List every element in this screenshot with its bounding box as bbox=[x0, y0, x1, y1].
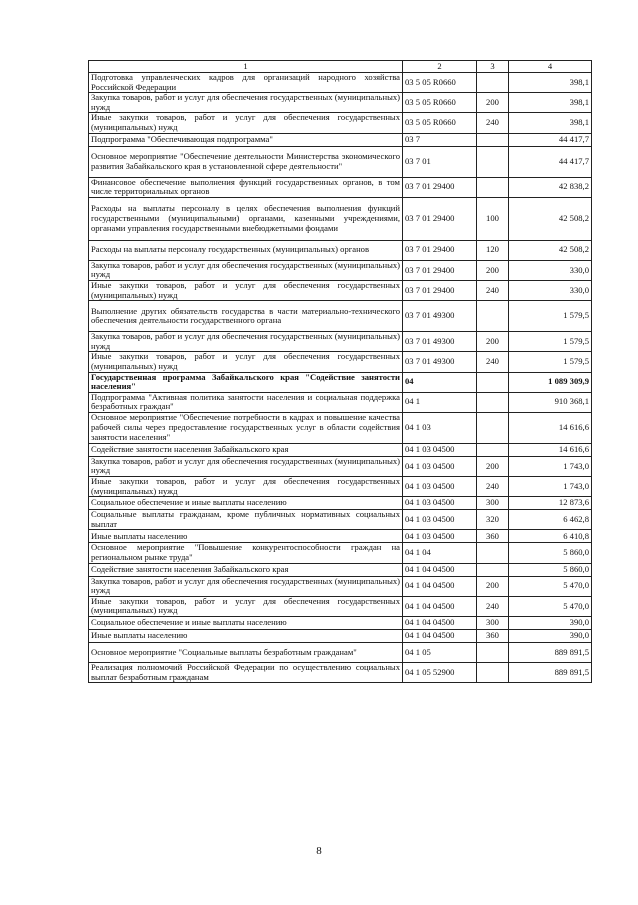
row-name: Реализация полномочий Российской Федерации по осуществлению социальных выплат безработным гражданам bbox=[89, 663, 403, 683]
header-col-4: 4 bbox=[509, 61, 592, 73]
row-amount: 398,1 bbox=[509, 73, 592, 93]
row-expense-type: 300 bbox=[477, 497, 509, 510]
row-amount: 1 579,5 bbox=[509, 301, 592, 332]
table-row bbox=[89, 352, 592, 372]
row-name: Социальное обеспечение и иные выплаты населению bbox=[89, 617, 403, 630]
row-code: 04 1 03 04500 bbox=[403, 510, 477, 530]
row-expense-type bbox=[477, 146, 509, 177]
table-row bbox=[89, 392, 592, 412]
row-expense-type: 360 bbox=[477, 630, 509, 643]
row-code: 04 1 03 04500 bbox=[403, 456, 477, 476]
table-row bbox=[89, 543, 592, 563]
row-code: 03 7 01 29400 bbox=[403, 280, 477, 300]
row-name: Закупка товаров, работ и услуг для обеспечения государственных (муниципальных) нужд bbox=[89, 332, 403, 352]
table-row bbox=[89, 596, 592, 616]
row-expense-type: 200 bbox=[477, 93, 509, 113]
row-expense-type: 200 bbox=[477, 456, 509, 476]
row-expense-type: 240 bbox=[477, 113, 509, 133]
table-row bbox=[89, 177, 592, 197]
row-amount: 42 508,2 bbox=[509, 197, 592, 240]
table-row bbox=[89, 456, 592, 476]
row-amount: 14 616,6 bbox=[509, 443, 592, 456]
row-code: 03 7 01 49300 bbox=[403, 301, 477, 332]
row-name: Подготовка управленческих кадров для организаций народного хозяйства Российской Федерации bbox=[89, 73, 403, 93]
table-row bbox=[89, 617, 592, 630]
row-code: 03 7 01 29400 bbox=[403, 260, 477, 280]
row-amount: 1 089 309,9 bbox=[509, 372, 592, 392]
row-expense-type: 200 bbox=[477, 332, 509, 352]
row-expense-type: 240 bbox=[477, 352, 509, 372]
row-amount: 1 579,5 bbox=[509, 352, 592, 372]
table-row bbox=[89, 332, 592, 352]
table-row bbox=[89, 576, 592, 596]
row-name: Подпрограмма "Обеспечивающая подпрограмма" bbox=[89, 133, 403, 146]
row-amount: 42 508,2 bbox=[509, 240, 592, 260]
row-name: Подпрограмма "Активная политика занятости населения и социальная поддержка безработных граждан" bbox=[89, 392, 403, 412]
table-row bbox=[89, 510, 592, 530]
row-amount: 889 891,5 bbox=[509, 663, 592, 683]
row-name: Иные закупки товаров, работ и услуг для обеспечения государственных (муниципальных) нужд bbox=[89, 477, 403, 497]
row-expense-type bbox=[477, 73, 509, 93]
row-expense-type: 360 bbox=[477, 530, 509, 543]
row-code: 04 1 03 04500 bbox=[403, 497, 477, 510]
row-code: 04 1 04 bbox=[403, 543, 477, 563]
row-expense-type: 120 bbox=[477, 240, 509, 260]
row-amount: 390,0 bbox=[509, 630, 592, 643]
header-col-1: 1 bbox=[89, 61, 403, 73]
row-name: Социальные выплаты гражданам, кроме публичных нормативных социальных выплат bbox=[89, 510, 403, 530]
row-code: 04 1 04 04500 bbox=[403, 576, 477, 596]
row-amount: 44 417,7 bbox=[509, 133, 592, 146]
table-row bbox=[89, 301, 592, 332]
row-amount: 330,0 bbox=[509, 260, 592, 280]
table-row bbox=[89, 563, 592, 576]
row-name: Финансовое обеспечение выполнения функций государственных органов, в том числе территориальных органов bbox=[89, 177, 403, 197]
row-name: Содействие занятости населения Забайкальского края bbox=[89, 443, 403, 456]
row-name: Государственная программа Забайкальского края "Содействие занятости населения" bbox=[89, 372, 403, 392]
row-expense-type bbox=[477, 392, 509, 412]
row-expense-type: 240 bbox=[477, 477, 509, 497]
table-row bbox=[89, 412, 592, 443]
row-code: 04 1 03 04500 bbox=[403, 477, 477, 497]
row-expense-type bbox=[477, 643, 509, 663]
table-header-row bbox=[89, 61, 592, 73]
row-amount: 5 470,0 bbox=[509, 596, 592, 616]
row-name: Иные закупки товаров, работ и услуг для обеспечения государственных (муниципальных) нужд bbox=[89, 280, 403, 300]
row-expense-type bbox=[477, 372, 509, 392]
table-row bbox=[89, 93, 592, 113]
row-amount: 42 838,2 bbox=[509, 177, 592, 197]
header-col-2: 2 bbox=[403, 61, 477, 73]
row-amount: 390,0 bbox=[509, 617, 592, 630]
page-number: 8 bbox=[316, 845, 322, 857]
table-row bbox=[89, 73, 592, 93]
row-code: 04 1 04 04500 bbox=[403, 563, 477, 576]
row-name: Основное мероприятие "Обеспечение деятельности Министерства экономического развития Забайкальского края в установленной сфере деятельности" bbox=[89, 146, 403, 177]
row-amount: 1 579,5 bbox=[509, 332, 592, 352]
row-expense-type: 240 bbox=[477, 280, 509, 300]
row-name: Закупка товаров, работ и услуг для обеспечения государственных (муниципальных) нужд bbox=[89, 576, 403, 596]
table-row bbox=[89, 133, 592, 146]
row-amount: 44 417,7 bbox=[509, 146, 592, 177]
row-amount: 14 616,6 bbox=[509, 412, 592, 443]
table-row bbox=[89, 443, 592, 456]
table-body bbox=[89, 73, 592, 683]
table-row bbox=[89, 643, 592, 663]
row-code: 04 1 04 04500 bbox=[403, 596, 477, 616]
row-code: 04 1 bbox=[403, 392, 477, 412]
row-code: 03 5 05 R0660 bbox=[403, 93, 477, 113]
row-amount: 6 462,8 bbox=[509, 510, 592, 530]
table-row bbox=[89, 146, 592, 177]
row-expense-type bbox=[477, 663, 509, 683]
row-name: Социальное обеспечение и иные выплаты населению bbox=[89, 497, 403, 510]
row-name: Иные закупки товаров, работ и услуг для обеспечения государственных (муниципальных) нужд bbox=[89, 352, 403, 372]
row-expense-type bbox=[477, 563, 509, 576]
table-row bbox=[89, 240, 592, 260]
row-expense-type: 300 bbox=[477, 617, 509, 630]
row-expense-type bbox=[477, 543, 509, 563]
row-expense-type bbox=[477, 443, 509, 456]
row-code: 04 1 05 bbox=[403, 643, 477, 663]
header-col-3: 3 bbox=[477, 61, 509, 73]
row-amount: 1 743,0 bbox=[509, 456, 592, 476]
row-name: Иные выплаты населению bbox=[89, 530, 403, 543]
row-code: 03 5 05 R0660 bbox=[403, 73, 477, 93]
table-row bbox=[89, 497, 592, 510]
row-code: 03 7 01 49300 bbox=[403, 332, 477, 352]
row-amount: 5 860,0 bbox=[509, 563, 592, 576]
row-expense-type bbox=[477, 177, 509, 197]
row-name: Расходы на выплаты персоналу государственных (муниципальных) органов bbox=[89, 240, 403, 260]
row-amount: 12 873,6 bbox=[509, 497, 592, 510]
row-name: Выполнение других обязательств государства в части материально-технического обеспечения деятельности государственного органа bbox=[89, 301, 403, 332]
row-code: 04 bbox=[403, 372, 477, 392]
row-name: Расходы на выплаты персоналу в целях обеспечения выполнения функций государственными (муниципальными) органами, казенными учреждениями, органами управления государственными внебюджетными фондами bbox=[89, 197, 403, 240]
row-code: 03 7 01 49300 bbox=[403, 352, 477, 372]
row-amount: 6 410,8 bbox=[509, 530, 592, 543]
row-code: 03 5 05 R0660 bbox=[403, 113, 477, 133]
table-row bbox=[89, 113, 592, 133]
row-name: Иные закупки товаров, работ и услуг для обеспечения государственных (муниципальных) нужд bbox=[89, 113, 403, 133]
row-name: Закупка товаров, работ и услуг для обеспечения государственных (муниципальных) нужд bbox=[89, 260, 403, 280]
row-amount: 398,1 bbox=[509, 93, 592, 113]
row-expense-type bbox=[477, 133, 509, 146]
row-expense-type bbox=[477, 412, 509, 443]
budget-table bbox=[88, 60, 592, 683]
row-name: Иные выплаты населению bbox=[89, 630, 403, 643]
row-amount: 1 743,0 bbox=[509, 477, 592, 497]
table-row bbox=[89, 477, 592, 497]
row-amount: 5 470,0 bbox=[509, 576, 592, 596]
row-name: Закупка товаров, работ и услуг для обеспечения государственных (муниципальных) нужд bbox=[89, 93, 403, 113]
table-row bbox=[89, 197, 592, 240]
row-expense-type: 320 bbox=[477, 510, 509, 530]
table-row bbox=[89, 280, 592, 300]
row-amount: 330,0 bbox=[509, 280, 592, 300]
row-name: Иные закупки товаров, работ и услуг для обеспечения государственных (муниципальных) нужд bbox=[89, 596, 403, 616]
row-expense-type: 240 bbox=[477, 596, 509, 616]
row-code: 04 1 04 04500 bbox=[403, 617, 477, 630]
row-name: Закупка товаров, работ и услуг для обеспечения государственных (муниципальных) нужд bbox=[89, 456, 403, 476]
row-expense-type: 200 bbox=[477, 576, 509, 596]
row-code: 04 1 03 04500 bbox=[403, 443, 477, 456]
row-code: 03 7 01 29400 bbox=[403, 240, 477, 260]
table-row bbox=[89, 663, 592, 683]
row-name: Основное мероприятие "Повышение конкурентоспособности граждан на региональном рынке труда" bbox=[89, 543, 403, 563]
table-row bbox=[89, 630, 592, 643]
row-expense-type: 100 bbox=[477, 197, 509, 240]
row-code: 04 1 05 52900 bbox=[403, 663, 477, 683]
row-name: Основное мероприятие "Обеспечение потребности в кадрах и повышение качества рабочей силы через предоставление государственных услуг в области содействия занятости населения" bbox=[89, 412, 403, 443]
row-code: 03 7 01 bbox=[403, 146, 477, 177]
row-code: 03 7 01 29400 bbox=[403, 197, 477, 240]
row-amount: 889 891,5 bbox=[509, 643, 592, 663]
table-row bbox=[89, 372, 592, 392]
row-code: 04 1 03 bbox=[403, 412, 477, 443]
row-code: 03 7 bbox=[403, 133, 477, 146]
row-amount: 910 368,1 bbox=[509, 392, 592, 412]
row-amount: 5 860,0 bbox=[509, 543, 592, 563]
row-amount: 398,1 bbox=[509, 113, 592, 133]
row-code: 04 1 03 04500 bbox=[403, 530, 477, 543]
table-row bbox=[89, 260, 592, 280]
row-expense-type bbox=[477, 301, 509, 332]
table-row bbox=[89, 530, 592, 543]
row-expense-type: 200 bbox=[477, 260, 509, 280]
row-name: Содействие занятости населения Забайкальского края bbox=[89, 563, 403, 576]
row-code: 03 7 01 29400 bbox=[403, 177, 477, 197]
row-code: 04 1 04 04500 bbox=[403, 630, 477, 643]
row-name: Основное мероприятие "Социальные выплаты безработным гражданам" bbox=[89, 643, 403, 663]
